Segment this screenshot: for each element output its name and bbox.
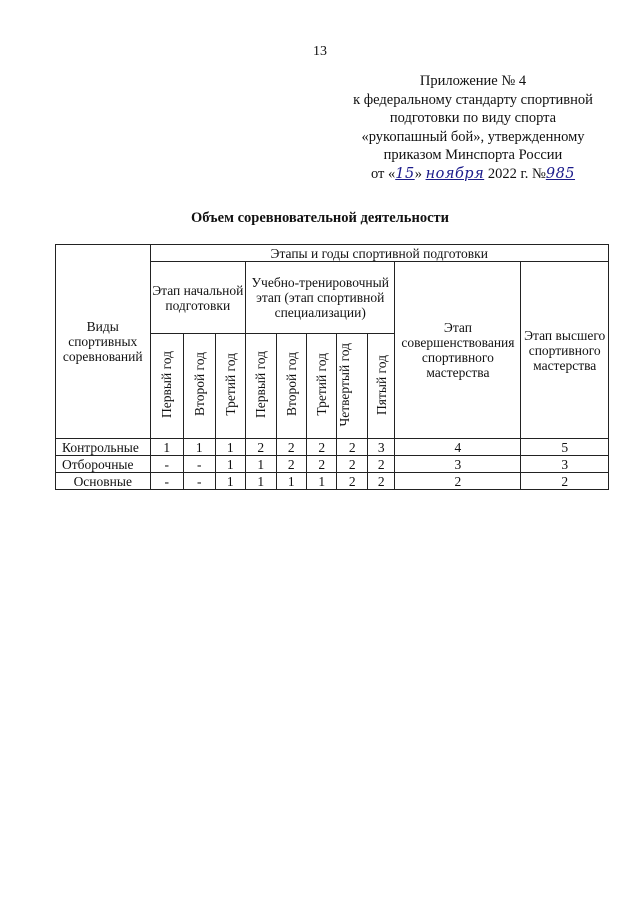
handwritten-order-number: 985 [545,165,576,182]
competition-table [55,244,609,490]
table-cell: 1 [276,473,306,490]
appendix-line-5: приказом Минспорта России [383,147,563,163]
year-header [337,334,367,439]
year-label: Первый год [159,351,175,418]
stage-initial-header: Этап начальной подготовки [150,262,246,334]
handwritten-month: ноября [425,165,485,182]
appendix-line-4: «рукопашный бой», утвержденному [361,128,585,145]
table-cell: 1 [150,439,184,456]
year-label: Третий год [314,353,330,416]
handwritten-day: 15 [395,165,415,182]
table-cell: 1 [215,473,245,490]
table-cell: 2 [367,473,394,490]
table-cell: 3 [521,456,609,473]
table-cell: - [184,473,216,490]
appendix-line-1: Приложение № 4 [419,73,527,89]
table-cell: 2 [337,456,367,473]
year-label: Пятый год [373,354,389,415]
date-year: 2022 г. № [484,165,546,182]
date-mid: » [414,165,426,182]
year-label: Первый год [253,351,269,418]
table-cell: 1 [246,456,276,473]
table-cell: 2 [337,439,367,456]
date-prefix: от « [370,165,396,182]
table-cell: - [150,456,184,473]
table-cell: 2 [246,439,276,456]
appendix-header [338,72,608,183]
document-title: Объем соревновательной деятельности [191,210,449,226]
year-label: Второй год [191,352,207,417]
table-cell: 2 [521,473,609,490]
table-cell: 2 [337,473,367,490]
table-cell: 2 [395,473,521,490]
table-cell: 3 [395,456,521,473]
group-header: Этапы и годы спортивной подготовки [150,245,608,262]
year-label: Третий год [222,353,238,416]
table-cell: 2 [367,456,394,473]
row-label: Контрольные [56,439,151,456]
stage-improvement-header: Этап совершенствования спортивного мастерства [395,262,521,439]
table-cell: 4 [395,439,521,456]
table-row [56,439,609,456]
appendix-line-3: подготовки по виду спорта [389,110,557,126]
table-cell: 1 [215,439,245,456]
year-header [215,334,245,439]
table-cell: - [184,456,216,473]
row-label: Основные [56,473,151,490]
year-header [276,334,306,439]
table-cell: 3 [367,439,394,456]
appendix-line-2: к федеральному стандарту спортивной [353,91,593,108]
table-cell: 2 [276,439,306,456]
year-header [184,334,216,439]
order-date-line [338,165,608,184]
page-number: 13 [313,44,327,59]
corner-header: Виды спортивных соревнований [56,245,151,439]
table-cell: 2 [307,439,337,456]
table-cell: 1 [307,473,337,490]
table-row [56,456,609,473]
year-header [307,334,337,439]
table-cell: 5 [521,439,609,456]
year-label: Второй год [283,352,299,417]
table-cell: 1 [184,439,216,456]
stage-training-header: Учебно-тренировочный этап (этап спортивной специализации) [246,262,395,334]
year-header [150,334,184,439]
table-cell: 1 [246,473,276,490]
year-label: Четвертый год [337,342,353,427]
table-cell: - [150,473,184,490]
stage-highest-header: Этап высшего спортивного мастерства [521,262,609,439]
table-cell: 2 [307,456,337,473]
year-header [367,334,394,439]
row-label: Отборочные [56,456,151,473]
table-row [56,473,609,490]
table-cell: 2 [276,456,306,473]
table-cell: 1 [215,456,245,473]
year-header [246,334,276,439]
